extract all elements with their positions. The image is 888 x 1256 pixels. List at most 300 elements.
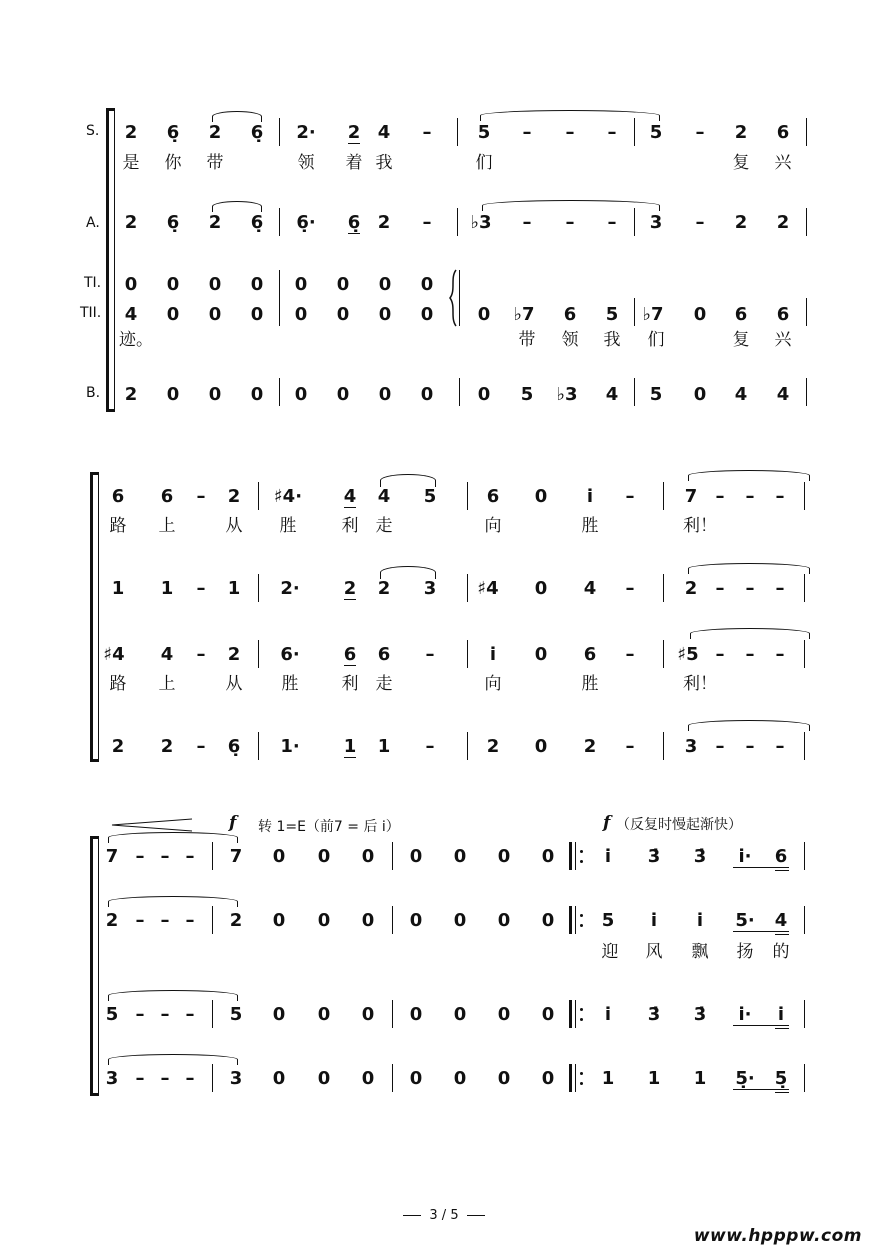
note: 5	[423, 486, 437, 507]
note: 0	[541, 846, 555, 867]
note: 2	[124, 212, 138, 233]
note: i̇	[777, 1004, 785, 1025]
voice-label-tenor-1: TI.	[84, 275, 102, 291]
note: ♯4·	[273, 486, 303, 507]
note: 0	[541, 1004, 555, 1025]
note: 6̣	[227, 736, 241, 757]
lyric: 利！	[683, 674, 717, 694]
note: –	[775, 644, 785, 665]
note: 0	[541, 910, 555, 931]
note: 0	[317, 846, 331, 867]
note: 1	[647, 1068, 661, 1089]
note: 0	[693, 384, 707, 405]
note: –	[135, 1004, 145, 1025]
note: –	[625, 644, 635, 665]
note: 6̣	[166, 212, 180, 233]
note: 2	[734, 212, 748, 233]
note: –	[196, 578, 206, 599]
note: 0	[534, 486, 548, 507]
note: 2	[208, 212, 222, 233]
barline	[806, 208, 807, 236]
barline	[212, 842, 213, 870]
note: 5̣·	[735, 1068, 755, 1089]
note: 0	[250, 384, 264, 405]
note: 2	[229, 910, 243, 931]
repeat-dot	[580, 924, 583, 927]
note: 6̣	[250, 212, 264, 233]
note: 0	[497, 1068, 511, 1089]
lyric: 我	[375, 153, 393, 173]
lyric: 风	[645, 942, 663, 962]
note: 1	[693, 1068, 707, 1089]
note: 0	[336, 274, 350, 295]
system-barline-left	[98, 836, 99, 1096]
site-watermark: www.hpppw.com	[693, 1226, 862, 1246]
note: i̇	[586, 486, 594, 507]
note: 6	[563, 304, 577, 325]
note: 3̇	[647, 846, 661, 867]
barline	[457, 118, 458, 146]
underline	[775, 934, 789, 935]
note: 0	[378, 384, 392, 405]
barline	[663, 574, 664, 602]
note: 0	[361, 1004, 375, 1025]
dynamic-forte: f	[603, 813, 611, 833]
note: 7	[105, 846, 119, 867]
barline	[212, 1064, 213, 1092]
underline	[775, 870, 789, 871]
note: 2	[105, 910, 119, 931]
lyric: 路	[109, 674, 127, 694]
note: i̇	[604, 846, 612, 867]
note: –	[135, 846, 145, 867]
tie	[108, 832, 238, 843]
note: –	[185, 1004, 195, 1025]
note: 4	[124, 304, 138, 325]
barline	[806, 298, 807, 326]
note: 1	[111, 578, 125, 599]
note: 6	[734, 304, 748, 325]
tie	[108, 1054, 238, 1065]
voice-label-bass: B.	[86, 385, 101, 401]
note: –	[695, 212, 705, 233]
note: 4	[377, 122, 391, 143]
lyric: 领	[561, 330, 579, 350]
note: 0	[208, 274, 222, 295]
note: 2	[583, 736, 597, 757]
note: 5	[649, 384, 663, 405]
note: –	[625, 486, 635, 507]
barline	[804, 1064, 805, 1092]
note: 5	[649, 122, 663, 143]
barline	[212, 1000, 213, 1028]
note: –	[196, 736, 206, 757]
note: 0	[317, 1068, 331, 1089]
note: 0	[361, 910, 375, 931]
note: –	[607, 122, 617, 143]
tie	[380, 566, 436, 579]
note: 0	[378, 304, 392, 325]
note: 2·	[280, 578, 300, 599]
barline	[804, 732, 805, 760]
note: 4	[377, 486, 391, 507]
tie	[108, 896, 238, 907]
repeat-barline-thin	[575, 1064, 576, 1092]
note: –	[775, 736, 785, 757]
lyric: 走	[375, 674, 393, 694]
barline	[467, 640, 468, 668]
barline	[392, 1064, 393, 1092]
repeat-barline	[569, 906, 572, 934]
lyric: 利！	[683, 516, 717, 536]
note: 2	[347, 122, 361, 143]
note: 0	[250, 274, 264, 295]
underline	[348, 233, 360, 234]
voice-label-soprano: S.	[86, 123, 100, 139]
barline	[804, 482, 805, 510]
note: 5	[229, 1004, 243, 1025]
voice-label-alto: A.	[86, 215, 100, 231]
note: 6	[486, 486, 500, 507]
lyric: 上	[158, 674, 176, 694]
note: 6	[583, 644, 597, 665]
underline	[775, 1028, 789, 1029]
note: –	[565, 122, 575, 143]
barline	[804, 842, 805, 870]
note: –	[715, 486, 725, 507]
note: 1	[160, 578, 174, 599]
tempo-note: （反复时慢起渐快）	[616, 817, 742, 833]
repeat-barline	[569, 1000, 572, 1028]
barline	[459, 378, 460, 406]
note: 0	[497, 846, 511, 867]
note: 7	[229, 846, 243, 867]
note: –	[422, 212, 432, 233]
lyric: 带	[206, 153, 224, 173]
note: 0	[497, 910, 511, 931]
note: 0	[361, 1068, 375, 1089]
lyric: 我	[603, 330, 621, 350]
lyric: 胜	[581, 674, 599, 694]
barline	[258, 640, 259, 668]
lyric: 扬	[736, 942, 754, 962]
lyric: 胜	[279, 516, 297, 536]
note: 0	[250, 304, 264, 325]
note: i̇	[696, 910, 704, 931]
note: –	[775, 486, 785, 507]
note: 0	[497, 1004, 511, 1025]
note: 6̣	[166, 122, 180, 143]
note: 0	[272, 910, 286, 931]
note: 0	[317, 910, 331, 931]
note: 0	[294, 274, 308, 295]
note: 0	[361, 846, 375, 867]
note: 6̣·	[296, 212, 316, 233]
system-barline-left	[98, 472, 99, 762]
note: 0	[272, 846, 286, 867]
lyric: 的	[772, 942, 790, 962]
note: 0	[453, 1068, 467, 1089]
note: –	[775, 578, 785, 599]
lyric: 路	[109, 516, 127, 536]
note: 0	[208, 384, 222, 405]
note: 0	[453, 910, 467, 931]
note: –	[425, 736, 435, 757]
lyric: 着	[345, 153, 363, 173]
note: ♯5	[677, 644, 699, 665]
note: 0	[272, 1068, 286, 1089]
lyric: 你	[164, 153, 182, 173]
note: 0	[420, 384, 434, 405]
barline	[663, 640, 664, 668]
lyric: 迎	[601, 942, 619, 962]
note: 0	[378, 274, 392, 295]
note: 0	[534, 578, 548, 599]
barline	[258, 482, 259, 510]
note: –	[715, 736, 725, 757]
system-bracket	[90, 836, 93, 1096]
note: –	[135, 1068, 145, 1089]
repeat-dot	[580, 1008, 583, 1011]
lyric: 向	[484, 674, 502, 694]
lyric: 上	[158, 516, 176, 536]
note: 5	[605, 304, 619, 325]
note: –	[185, 846, 195, 867]
note: 3̇	[693, 846, 707, 867]
note: 6	[776, 122, 790, 143]
lyric: 带	[518, 330, 536, 350]
note: 0	[166, 304, 180, 325]
note: –	[607, 212, 617, 233]
note: –	[422, 122, 432, 143]
note: 2	[208, 122, 222, 143]
note: –	[745, 644, 755, 665]
lyric: 胜	[581, 516, 599, 536]
tie	[688, 470, 810, 481]
lyric: 复	[732, 330, 750, 350]
note: 0	[317, 1004, 331, 1025]
page-number-text: 3 / 5	[429, 1208, 459, 1223]
note: 0	[477, 304, 491, 325]
barline	[279, 378, 280, 406]
tie	[212, 111, 262, 122]
note: –	[425, 644, 435, 665]
underline	[733, 867, 789, 868]
lyric: 胜	[281, 674, 299, 694]
repeat-dot	[580, 850, 583, 853]
note: ♭7	[513, 304, 535, 325]
underline	[348, 143, 360, 144]
lyric: 们	[475, 153, 493, 173]
barline	[467, 482, 468, 510]
note: 2	[684, 578, 698, 599]
repeat-barline-thin	[575, 906, 576, 934]
note: 2	[377, 578, 391, 599]
repeat-dot	[580, 1018, 583, 1021]
note: 5	[105, 1004, 119, 1025]
note: –	[695, 122, 705, 143]
system-bracket	[90, 472, 93, 762]
barline	[806, 118, 807, 146]
lyric: 利	[341, 674, 359, 694]
note: 0	[208, 304, 222, 325]
tie	[480, 110, 660, 121]
repeat-barline	[569, 842, 572, 870]
lyric: 迹。	[119, 330, 153, 350]
note: 0	[166, 384, 180, 405]
note: i̇	[604, 1004, 612, 1025]
note: 2	[486, 736, 500, 757]
note: 6	[377, 644, 391, 665]
crescendo-hairpin	[110, 818, 194, 832]
tie	[108, 990, 238, 1001]
note: 5	[520, 384, 534, 405]
note: –	[135, 910, 145, 931]
barline	[258, 574, 259, 602]
barline	[804, 574, 805, 602]
tie	[688, 563, 810, 574]
note: 0	[166, 274, 180, 295]
note: 0	[272, 1004, 286, 1025]
note: –	[715, 644, 725, 665]
note: –	[715, 578, 725, 599]
note: 1	[377, 736, 391, 757]
key-change-marking: 转 1=E（前7 = 后 i̇）	[258, 819, 400, 835]
note: 0	[409, 1004, 423, 1025]
lyric: 是	[122, 153, 140, 173]
note: ♭3	[556, 384, 578, 405]
note: i̇	[650, 910, 658, 931]
note: 2	[124, 384, 138, 405]
note: –	[625, 578, 635, 599]
note: i̇·	[738, 846, 752, 867]
note: 6	[343, 644, 357, 665]
note: ♭7	[642, 304, 664, 325]
tie	[688, 720, 810, 731]
note: –	[522, 212, 532, 233]
barline	[663, 732, 664, 760]
note: 1·	[280, 736, 300, 757]
system-barline-left	[114, 108, 115, 412]
note: ♯4	[103, 644, 125, 665]
dynamic-forte: f	[229, 813, 237, 833]
barline	[634, 118, 635, 146]
note: 2	[160, 736, 174, 757]
note: 3	[684, 736, 698, 757]
lyric: 兴	[774, 330, 792, 350]
barline	[634, 378, 635, 406]
barline	[279, 118, 280, 146]
note: –	[745, 486, 755, 507]
note: –	[625, 736, 635, 757]
note: 4	[583, 578, 597, 599]
note: –	[185, 1068, 195, 1089]
lyric: 兴	[774, 153, 792, 173]
note: 0	[453, 846, 467, 867]
note: 3̇	[693, 1004, 707, 1025]
repeat-dot	[580, 1072, 583, 1075]
note: –	[745, 578, 755, 599]
note: 2·	[296, 122, 316, 143]
barline	[392, 842, 393, 870]
note: 0	[294, 384, 308, 405]
note: –	[565, 212, 575, 233]
barline	[392, 1000, 393, 1028]
barline	[279, 270, 280, 326]
note: 0	[420, 304, 434, 325]
note: 6·	[280, 644, 300, 665]
note: –	[745, 736, 755, 757]
note: 2	[124, 122, 138, 143]
note: 0	[534, 644, 548, 665]
note: 3̇	[647, 1004, 661, 1025]
note: 4	[734, 384, 748, 405]
lyric: 向	[484, 516, 502, 536]
lyric: 走	[375, 516, 393, 536]
note: 0	[124, 274, 138, 295]
note: 6̣	[250, 122, 264, 143]
note: 2	[377, 212, 391, 233]
note: 2	[227, 644, 241, 665]
underline	[733, 1089, 789, 1090]
note: –	[196, 644, 206, 665]
note: 5·	[735, 910, 755, 931]
note: –	[160, 1004, 170, 1025]
underline	[344, 507, 356, 508]
barline	[467, 732, 468, 760]
note: –	[160, 846, 170, 867]
note: 1	[227, 578, 241, 599]
note: 1	[343, 736, 357, 757]
note: 0	[409, 1068, 423, 1089]
barline	[804, 906, 805, 934]
note: 0	[294, 304, 308, 325]
note: 0	[420, 274, 434, 295]
voice-label-tenor-2: TII.	[80, 305, 102, 321]
barline	[634, 298, 635, 326]
note: 0	[477, 384, 491, 405]
note: 2	[343, 578, 357, 599]
note: 2	[111, 736, 125, 757]
note: 6̣	[347, 212, 361, 233]
barline	[634, 208, 635, 236]
system-bracket	[106, 108, 109, 412]
note: 5̣	[774, 1068, 788, 1089]
barline	[279, 208, 280, 236]
lyric: 复	[732, 153, 750, 173]
note: 4	[776, 384, 790, 405]
underline	[775, 1092, 789, 1093]
note: 5	[601, 910, 615, 931]
repeat-barline-thin	[575, 1000, 576, 1028]
note: 4	[160, 644, 174, 665]
note: –	[522, 122, 532, 143]
barline	[258, 732, 259, 760]
note: 3	[649, 212, 663, 233]
barline	[459, 270, 460, 326]
note: 2	[776, 212, 790, 233]
note: ♯4	[477, 578, 499, 599]
repeat-barline	[569, 1064, 572, 1092]
repeat-barline-thin	[575, 842, 576, 870]
underline	[344, 757, 356, 758]
lyric: 领	[297, 153, 315, 173]
repeat-dot	[580, 914, 583, 917]
lyric: 从	[225, 674, 243, 694]
tie	[690, 628, 810, 639]
repeat-dot	[580, 1082, 583, 1085]
note: 2	[227, 486, 241, 507]
